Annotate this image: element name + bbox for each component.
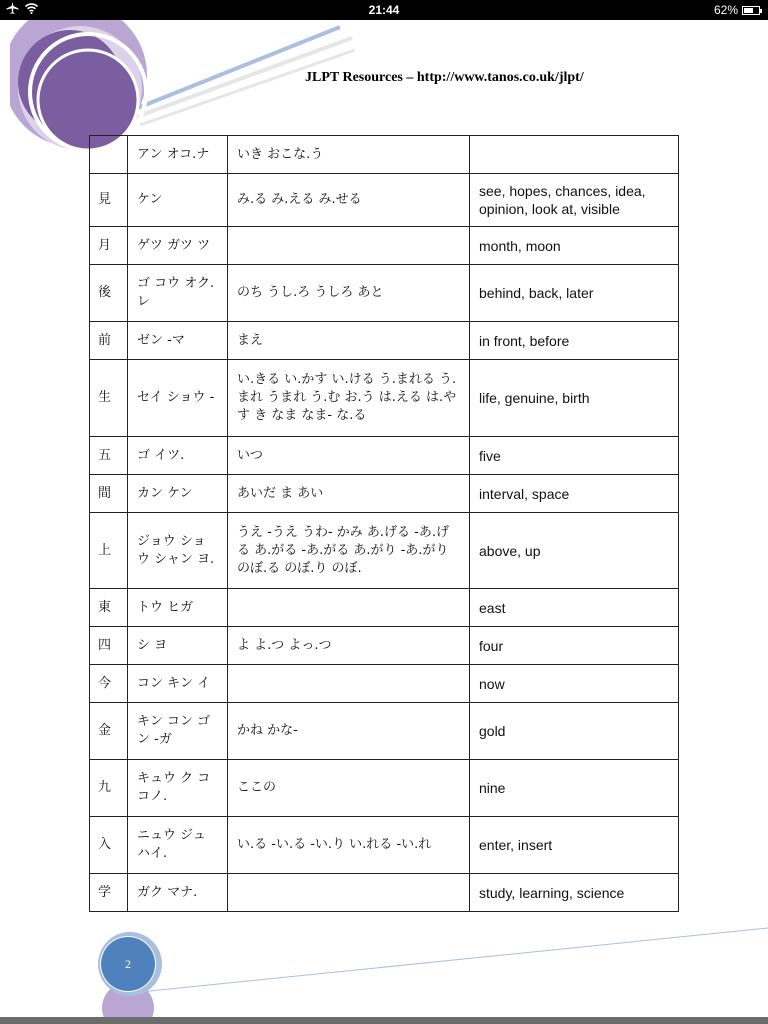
kunyomi-cell: かね かな-	[228, 703, 470, 760]
kanji-cell: 入	[90, 817, 128, 874]
kanji-cell: 東	[90, 589, 128, 627]
kanji-cell: 金	[90, 703, 128, 760]
onyomi-cell: シ ヨ	[128, 627, 228, 665]
meaning-cell: nine	[470, 760, 679, 817]
kanji-cell: 今	[90, 665, 128, 703]
onyomi-cell: ゲツ ガツ ツ	[128, 227, 228, 265]
bottom-toolbar-edge	[0, 1017, 768, 1024]
table-row	[90, 437, 679, 475]
table-row	[90, 627, 679, 665]
kanji-cell: 月	[90, 227, 128, 265]
table-row	[90, 227, 679, 265]
onyomi-cell: キュウ ク ココノ.	[128, 760, 228, 817]
table-row	[90, 174, 679, 227]
table-row	[90, 360, 679, 437]
status-time: 21:44	[368, 3, 400, 17]
kunyomi-cell: い.きる い.かす い.ける う.まれる う.まれ うまれ う.む お.う は.える は.やす き なま なま- な.る	[228, 360, 470, 437]
meaning-cell: interval, space	[470, 475, 679, 513]
onyomi-cell: セイ ショウ -	[128, 360, 228, 437]
kunyomi-cell	[228, 874, 470, 912]
kanji-cell: 前	[90, 322, 128, 360]
kunyomi-cell	[228, 227, 470, 265]
meaning-cell: above, up	[470, 513, 679, 589]
meaning-cell: life, genuine, birth	[470, 360, 679, 437]
meaning-cell	[470, 136, 679, 174]
battery-level	[744, 8, 753, 13]
onyomi-cell: ゴ コウ オク.レ	[128, 265, 228, 322]
onyomi-cell: ケン	[128, 174, 228, 227]
meaning-cell: month, moon	[470, 227, 679, 265]
table-row	[90, 760, 679, 817]
kunyomi-cell: うえ -うえ うわ- かみ あ.げる -あ.げる あ.がる -あ.がる あ.がり -あ.がり のぼ.る のぼ.り のぼ.	[228, 513, 470, 589]
kunyomi-cell: まえ	[228, 322, 470, 360]
page-number: 2	[125, 956, 131, 971]
onyomi-cell: アン オコ.ナ	[128, 136, 228, 174]
status-right	[714, 3, 760, 17]
onyomi-cell: トウ ヒガ	[128, 589, 228, 627]
kanji-cell: 後	[90, 265, 128, 322]
table-row	[90, 665, 679, 703]
table-row	[90, 589, 679, 627]
meaning-cell: four	[470, 627, 679, 665]
battery-percent: 62%	[713, 3, 738, 17]
meaning-cell: five	[470, 437, 679, 475]
meaning-cell: study, learning, science	[470, 874, 679, 912]
kunyomi-cell	[228, 589, 470, 627]
kanji-cell	[90, 136, 128, 174]
kunyomi-cell: のち うし.ろ うしろ あと	[228, 265, 470, 322]
kunyomi-cell	[228, 665, 470, 703]
table-row	[90, 703, 679, 760]
kanji-cell: 五	[90, 437, 128, 475]
kanji-cell: 見	[90, 174, 128, 227]
kanji-cell: 生	[90, 360, 128, 437]
meaning-cell: enter, insert	[470, 817, 679, 874]
kunyomi-cell: あいだ ま あい	[228, 475, 470, 513]
kunyomi-cell: いき おこな.う	[228, 136, 470, 174]
table-row	[90, 817, 679, 874]
table-row	[90, 874, 679, 912]
kunyomi-cell: み.る み.える み.せる	[228, 174, 470, 227]
table-row	[90, 322, 679, 360]
table-row	[90, 136, 679, 174]
meaning-cell: east	[470, 589, 679, 627]
kanji-table	[89, 135, 679, 912]
kunyomi-cell: い.る -い.る -い.り い.れる -い.れ	[228, 817, 470, 874]
onyomi-cell: ゴ イツ.	[128, 437, 228, 475]
meaning-cell: see, hopes, chances, idea, opinion, look at, visible	[470, 174, 679, 227]
kunyomi-cell: ここの	[228, 760, 470, 817]
kanji-cell: 学	[90, 874, 128, 912]
meaning-cell: now	[470, 665, 679, 703]
kanji-cell: 間	[90, 475, 128, 513]
meaning-cell: gold	[470, 703, 679, 760]
onyomi-cell: コン キン イ	[128, 665, 228, 703]
table-row	[90, 475, 679, 513]
kunyomi-cell: いつ	[228, 437, 470, 475]
table-row	[90, 513, 679, 589]
battery-icon	[742, 6, 760, 15]
onyomi-cell: ガク マナ.	[128, 874, 228, 912]
kanji-cell: 四	[90, 627, 128, 665]
table-row	[90, 265, 679, 322]
kanji-cell: 九	[90, 760, 128, 817]
onyomi-cell: ニュウ ジュ ハイ.	[128, 817, 228, 874]
onyomi-cell: カン ケン	[128, 475, 228, 513]
onyomi-cell: ジョウ ショウ シャン ヨ.	[128, 513, 228, 589]
kanji-cell: 上	[90, 513, 128, 589]
meaning-cell: behind, back, later	[470, 265, 679, 322]
status-bar	[0, 0, 768, 20]
kanji-table-body	[90, 136, 679, 912]
document-header: JLPT Resources – http://www.tanos.co.uk/jlpt/	[305, 70, 584, 85]
onyomi-cell: キン コン ゴン -ガ	[128, 703, 228, 760]
kunyomi-cell: よ よ.つ よっ.つ	[228, 627, 470, 665]
meaning-cell: in front, before	[470, 322, 679, 360]
onyomi-cell: ゼン -マ	[128, 322, 228, 360]
